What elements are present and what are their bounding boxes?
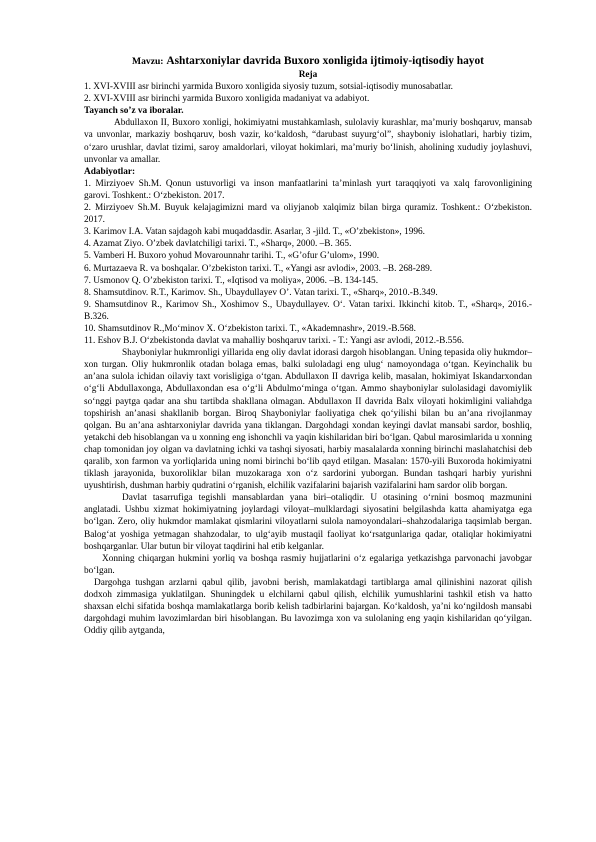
literature-item-2: 2. Mirziyoev Sh.M. Buyuk kelajagimizni mard va oliyjanob xalqimiz bilan birga quramiz. Toshkent.: O‘zbekiston. 2017. xyxy=(84,203,532,226)
title-text: Ashtarxoniylar davrida Buxoro xonligida ijtimoiy-iqtisodiy hayot xyxy=(166,55,484,67)
literature-item-6: 6. Murtazaeva R. va boshqalar. O’zbekiston tarixi. T., «Yangi asr avlodi», 2003. –B. 268-289. xyxy=(84,263,433,274)
literature-heading: Adabiyotlar: xyxy=(84,166,136,177)
title-label: Mavzu: xyxy=(132,56,164,67)
reja-heading: Reja xyxy=(298,70,318,80)
literature-item-8: 8. Shamsutdinov. R.T., Karimov. Sh., Ubaydullayev O’. Vatan tarixi. T., «Sharq», 2010.-B.349. xyxy=(84,287,438,298)
body-paragraph-3: Xonning chiqargan hukmini yorliq va boshqa rasmiy hujjatlarini o‘z egalariga yetkazishga parvonachi javobgar bo‘lgan. xyxy=(84,553,532,576)
reja-item-1: 1. XVI-XVIII asr birinchi yarmida Buxoro xonligida siyosiy tuzum, sotsial-iqtisodiy munosabatlar. xyxy=(84,82,453,93)
literature-item-5: 5. Vamberi H. Buxoro yohud Movarounnahr tarihi. T., «G’ofur G’ulom», 1990. xyxy=(84,251,380,262)
literature-item-11: 11. Eshov B.J. O‘zbekistonda davlat va mahalliy boshqaruv tarixi. - T.: Yangi asr avlodi, 2012.-B.556. xyxy=(84,336,464,347)
literature-item-3: 3. Karimov I.A. Vatan sajdagoh kabi muqaddasdir. Asarlar, 3 -jild. T., «O’zbekiston», 1996. xyxy=(84,227,425,238)
literature-item-7: 7. Usmonov Q. O’zbekiston tarixi. T., «Iqtisod va moliya», 2006. –B. 134-145. xyxy=(84,275,379,286)
literature-item-1: 1. Mirziyoev Sh.M. Qonun ustuvorligi va inson manfaatlarini ta’minlash yurt taraqqiyoti va xalq farovonligining garovi. Toshkent.: O‘zbekiston. 2017. xyxy=(84,178,532,201)
terms-heading: Tayanch so’z va iboralar. xyxy=(84,106,184,117)
document-title xyxy=(84,54,532,69)
body-paragraph-1: Shayboniylar hukmronligi yillarida eng oliy davlat idorasi dargoh hisoblangan. Uning tepasida oliy hukmdor–xon turgan. Oliy hukmronlik otadan bolaga emas, balki suloladagi eng ulug‘ namoyondaga o‘tgan. Keyinchalik bu an’ana sulola ichidan oilaviy taxt vorisligiga o‘tgan. Abdullaxon II davriga kelib, masalan, hokimiyat Iskandarxondan o‘g‘li Abdullaxonga, Abdullaxondan esa o‘g‘li Abdulmo‘minga o‘tgan. Ammo shayboniylar sulolasidagi davomiylik so‘nggi paytga qadar ana shu tartibda shakllana olmagan. Abdullaxon II davrida Balx viloyati hokimligini valiahdga topshirish an’anasi shakllanib borgan. Biroq Shayboniylar faoliyatiga chek qo‘yilishi bilan bu an’ana rivojlanmay qolgan. Bu an’ana ashtarxoniylar davrida yana tiklangan. Dargohdagi xondan keyingi davlat mansabi sardor, boshliq, yetakchi deb hisoblangan va u xonning eng ishonchli va yaqin kishilaridan biri bo‘lgan. Qabul marosimlarida u xonning chap tomonidan joy olgan va davlatning ichki va tashqi siyosati, harbiy masalalarda xonning birinchi maslahatchisi deb qaralib, xon farmon va yorliqlarida uning nomi birinchi bo‘lib qayd etilgan. Masalan: 1570-yili Buxoroda hokimiyatni tiklash jarayonida, buxoroliklar bilan muzokaraga xon o‘z sardorini yuborgan. Bundan tashqari harbiy yurishni uyushtirish, dushman harbiy qudratini o‘rganish, elchilik vazifalarini bajarish vazifalarini ham sardor olib borgan. xyxy=(84,348,532,492)
terms-text: Abdullaxon II, Buxoro xonligi, hokimiyatni mustahkamlash, sulolaviy kurashlar, ma’muriy boshqaruv, mansab va unvonlar, markaziy boshqaruv, bosh vazir, ko‘kaldosh, “darubast suyurg‘ol”, shayboniy islohatlari, harbiy tizim, o‘zaro urushlar, davlat tizimi, saroy amaldorlari, viloyat hokimlari, ma’muriy bo‘linish, aholining xududiy joylashuvi, unvonlar va amallar. xyxy=(84,118,532,165)
literature-item-9: 9. Shamsutdinov R., Karimov Sh., Xoshimov S., Ubaydullayev. O‘. Vatan tarixi. Ikkinchi kitob. T., «Sharq», 2016.-B.326. xyxy=(84,299,532,322)
document-page xyxy=(84,54,532,637)
body-paragraph-2: Davlat tasarrufiga tegishli mansablardan yana biri–otaliqdir. U otasining o‘rnini bosmoq mazmunini anglatadi. Ushbu xizmat hokimiyatning joylardagi viloyat–mulklardagi siyosatini belgilashda katta ahamiyatga ega bo‘lgan. Zero, oliy hukmdor mamlakat qismlarini viloyatlarni sulola namoyondalari–shahzodalariga taqsimlab bergan. Balog‘at yoshiga yetmagan shahzodalar, to ulg‘ayib mustaqil faoliyat ko‘rsatgunlariga qadar, otaliqlar hokimiyatni boshqarganlar. Ular butun bir viloyat taqdirini hal etib kelganlar. xyxy=(84,493,532,552)
literature-item-4: 4. Azamat Ziyo. O’zbek davlatchiligi tarixi. T., «Sharq», 2000. –B. 365. xyxy=(84,239,352,250)
literature-item-10: 10. Shamsutdinov R.,Mo‘minov X. O‘zbekiston tarixi. T., «Akademnashr», 2019.-B.568. xyxy=(84,323,416,334)
body-paragraph-4: Dargohga tushgan arzlarni qabul qilib, javobni berish, mamlakatdagi tartiblarga amal qilinishini nazorat qilish dodxoh zimmasiga yuklatilgan. Shuningdek u elchilarni qabul qilish, elchilik yumushlarini tashkil etish va hatto shaxsan elchi sifatida boshqa mamlakatlarga borib kelish tadbirlarini bajargan. Ko‘kaldosh, ya’ni ko‘ngildosh mansabi dargohdagi muhim lavozimlardan biri hisoblangan. Bu lavozimga xon va sulolaning eng yaqin kishilaridan qo‘yilgan. Oddiy qilib aytganda, xyxy=(84,577,532,637)
reja-item-2: 2. XVI-XVIII asr birinchi yarmida Buxoro xonligida madaniyat va adabiyot. xyxy=(84,94,370,105)
